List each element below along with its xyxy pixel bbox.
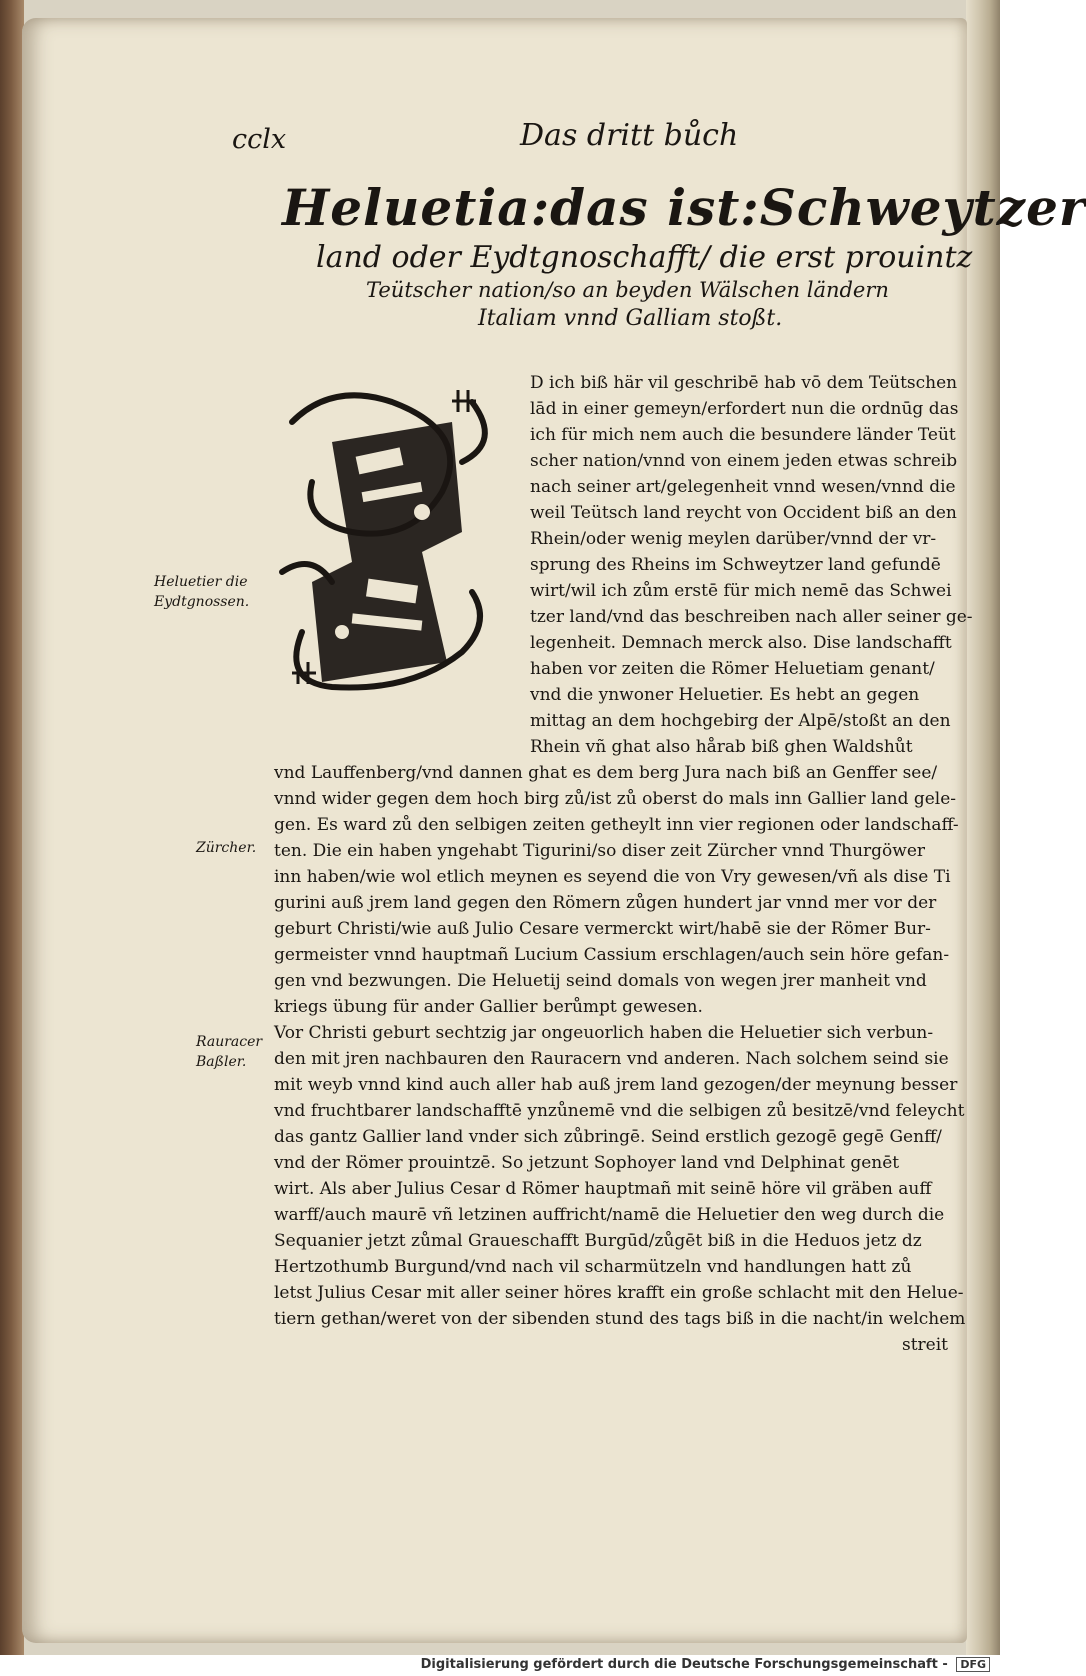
- text-line: tzer land/vnd das beschreiben nach aller seiner ge-: [530, 607, 973, 627]
- text-line: wirt. Als aber Julius Cesar d Römer hauptmañ mit seinē höre vil gräben auff: [274, 1179, 932, 1199]
- text-line: Rhein vñ ghat also hårab biß ghen Waldshůt: [530, 737, 913, 757]
- text-line: Rhein/oder wenig meylen darüber/vnnd der vr-: [530, 529, 937, 549]
- text-line: tiern gethan/weret von der sibenden stund des tags biß in die nacht/in welchem: [274, 1309, 966, 1329]
- subtitle-line-1: land oder Eydtgnoschafft/ die erst prouintz: [316, 240, 973, 275]
- text-line: vnd die ynwoner Heluetier. Es hebt an gegen: [530, 685, 920, 705]
- folio-number: cclx: [232, 124, 287, 155]
- text-line: das gantz Gallier land vnder sich zůbringē. Seind erstlich gezogē gegē Genff/: [274, 1127, 942, 1147]
- text-line: Sequanier jetzt zůmal Graueschafft Burgūd/zůgēt biß in die Heduos jetz dz: [274, 1231, 922, 1251]
- margin-note-rauracer: [196, 1032, 262, 1072]
- margin-note-zuercher: [196, 838, 256, 858]
- footer-credit-text: Digitalisierung gefördert durch die Deutsche Forschungsgemeinschaft -: [420, 1657, 948, 1672]
- text-line: mittag an dem hochgebirg der Alpē/stoßt an den: [530, 711, 951, 731]
- text-line: D ich biß här vil geschribē hab vō dem Teütschen: [530, 373, 958, 393]
- text-line: streit: [901, 1335, 948, 1355]
- text-line: Vor Christi geburt sechtzig jar ongeuorlich haben die Heluetier sich verbun-: [274, 1023, 934, 1043]
- margin-note-line: Eydtgnossen.: [154, 594, 250, 610]
- text-line: gen. Es ward zů den selbigen zeiten getheylt inn vier regionen oder landschaff-: [274, 815, 959, 835]
- text-line: den mit jren nachbauren den Rauracern vnd anderen. Nach solchem seind sie: [274, 1049, 949, 1069]
- margin-note-line: Zürcher.: [196, 840, 257, 856]
- margin-note-helvetier: [154, 572, 249, 612]
- text-line: vnd fruchtbarer landschafftē ynzůnemē vnd die selbigen zů besitzē/vnd feleycht: [274, 1101, 965, 1121]
- dfg-logo: DFG: [956, 1657, 990, 1672]
- footer-credit: [421, 1657, 990, 1672]
- text-line: geburt Christi/wie auß Julio Cesare vermerckt wirt/habē sie der Römer Bur-: [274, 919, 931, 939]
- text-line: vnd Lauffenberg/vnd dannen ghat es dem berg Jura nach biß an Genffer see/: [274, 763, 938, 783]
- subtitle-line-3: Italiam vnnd Galliam stoßt.: [478, 306, 783, 331]
- text-line: haben vor zeiten die Römer Heluetiam genant/: [530, 659, 935, 679]
- text-line: lād in einer gemeyn/erfordert nun die ordnūg das: [530, 399, 959, 419]
- text-line: gurini auß jrem land gegen den Römern zůgen hundert jar vnnd mer vor der: [274, 893, 937, 913]
- text-line: ich für mich nem auch die besundere länder Teüt: [530, 425, 956, 445]
- text-line: nach seiner art/gelegenheit vnnd wesen/vnnd die: [530, 477, 956, 497]
- text-line: vnnd wider gegen dem hoch birg zů/ist zů oberst do mals inn Gallier land gele-: [274, 789, 957, 809]
- text-column-beside-initial: [530, 370, 973, 760]
- text-line: letst Julius Cesar mit aller seiner höres krafft ein große schlacht mit den Helue-: [274, 1283, 964, 1303]
- margin-note-line: Rauracer: [196, 1034, 263, 1050]
- margin-note-line: Baßler.: [196, 1054, 247, 1070]
- text-line: warff/auch maurē vñ letzinen auffricht/namē die Heluetier den weg durch die: [274, 1205, 945, 1225]
- text-line: vnd der Römer prouintzē. So jetzunt Sophoyer land vnd Delphinat genēt: [274, 1153, 900, 1173]
- subtitle-line-2: Teütscher nation/so an beyden Wälschen ländern: [366, 278, 889, 302]
- text-line: weil Teütsch land reycht von Occident biß an den: [530, 503, 957, 523]
- book-binding: [0, 0, 24, 1655]
- text-line: germeister vnnd hauptmañ Lucium Cassium erschlagen/auch sein höre gefan-: [274, 945, 950, 965]
- running-head: Das dritt bůch: [520, 118, 739, 153]
- text-line: inn haben/wie wol etlich meynen es seyend die von Vry gewesen/vñ als dise Ti: [274, 867, 951, 887]
- text-body-full-width: [274, 760, 970, 1358]
- text-line: Hertzothumb Burgund/vnd nach vil scharmützeln vnd handlungen hatt zů: [274, 1257, 912, 1277]
- text-line: ten. Die ein haben yngehabt Tigurini/so diser zeit Zürcher vnnd Thurgöwer: [274, 841, 926, 861]
- margin-note-line: Heluetier die: [154, 574, 248, 590]
- text-line: mit weyb vnnd kind auch aller hab auß jrem land gezogen/der meynung besser: [274, 1075, 958, 1095]
- decorated-initial-icon: [272, 382, 502, 698]
- text-line: gen vnd bezwungen. Die Heluetij seind domals von wegen jrer manheit vnd: [274, 971, 927, 991]
- text-line: legenheit. Demnach merck also. Dise landschafft: [530, 633, 952, 653]
- text-line: scher nation/vnnd von einem jeden etwas schreib: [530, 451, 958, 471]
- text-line: kriegs übung für ander Gallier berůmpt gewesen.: [274, 997, 703, 1017]
- text-line: wirt/wil ich zům erstē für mich nemē das Schwei: [530, 581, 952, 601]
- chapter-title: Heluetia:das ist:Schweytzer: [282, 178, 1086, 237]
- footer-bar: [0, 1655, 1000, 1676]
- text-line: sprung des Rheins im Schweytzer land gefundē: [530, 555, 941, 575]
